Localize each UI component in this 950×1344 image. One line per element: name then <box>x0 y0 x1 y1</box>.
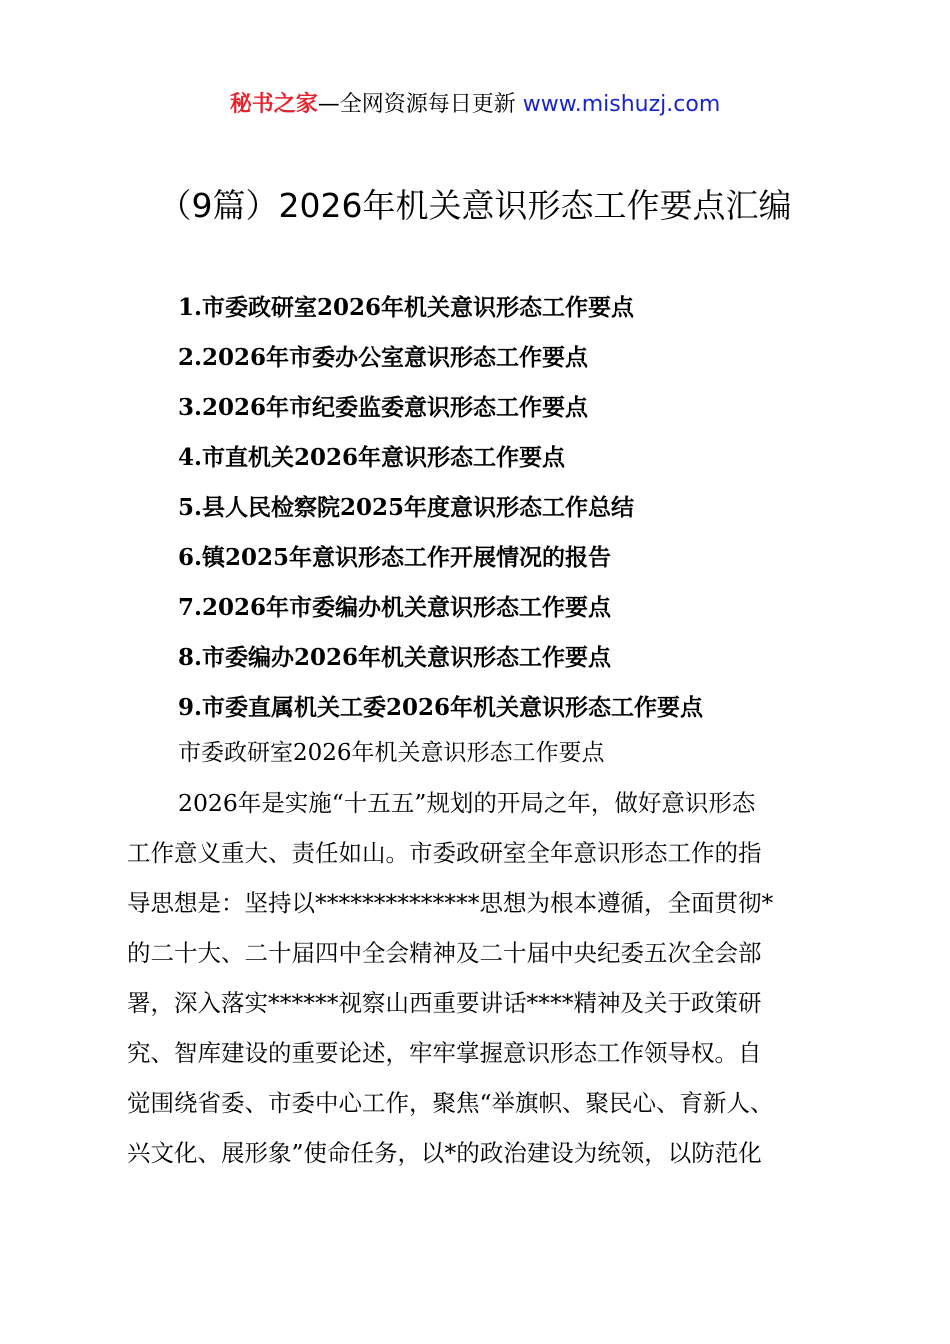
document-title: （9篇）2026年机关意识形态工作要点汇编 <box>158 186 792 225</box>
toc-item-2: 2.2026年市委办公室意识形态工作要点 <box>178 344 589 371</box>
toc-item-6: 6.镇2025年意识形态工作开展情况的报告 <box>178 544 612 571</box>
site-brand: 秘书之家 <box>229 92 318 117</box>
body-line: 2026年是实施“十五五”规划的开局之年，做好意识形态 <box>178 789 756 817</box>
site-url-link[interactable]: www.mishuzj.com <box>522 92 721 117</box>
section-heading: 市委政研室2026年机关意识形态工作要点 <box>178 740 605 766</box>
body-line: 的二十大、二十届四中全会精神及二十届中央纪委五次全会部 <box>127 939 762 967</box>
body-line: 觉围绕省委、市委中心工作，聚焦“举旗帜、聚民心、育新人、 <box>127 1089 774 1117</box>
toc-item-3: 3.2026年市纪委监委意识形态工作要点 <box>178 394 589 421</box>
body-line: 署，深入落实******视察山西重要讲话****精神及关于政策研 <box>127 989 762 1017</box>
toc-item-5: 5.县人民检察院2025年度意识形态工作总结 <box>178 494 635 521</box>
toc-item-8: 8.市委编办2026年机关意识形态工作要点 <box>178 644 612 671</box>
body-line: 工作意义重大、责任如山。市委政研室全年意识形态工作的指 <box>127 839 762 867</box>
body-line: 导思想是：坚持以**************思想为根本遵循，全面贯彻* <box>127 889 774 917</box>
toc-item-1: 1.市委政研室2026年机关意识形态工作要点 <box>178 294 635 321</box>
toc-item-7: 7.2026年市委编办机关意识形态工作要点 <box>178 594 612 621</box>
body-line: 兴文化、展形象”使命任务，以*的政治建设为统领，以防范化 <box>127 1139 762 1167</box>
toc-item-9: 9.市委直属机关工委2026年机关意识形态工作要点 <box>178 694 704 721</box>
table-of-contents <box>178 283 878 733</box>
body-line: 究、智库建设的重要论述，牢牢掌握意识形态工作领导权。自 <box>127 1039 762 1067</box>
body-paragraph <box>127 778 837 1178</box>
site-header <box>0 88 950 122</box>
site-tagline: —全网资源每日更新 <box>317 92 523 117</box>
toc-item-4: 4.市直机关2026年意识形态工作要点 <box>178 444 566 471</box>
